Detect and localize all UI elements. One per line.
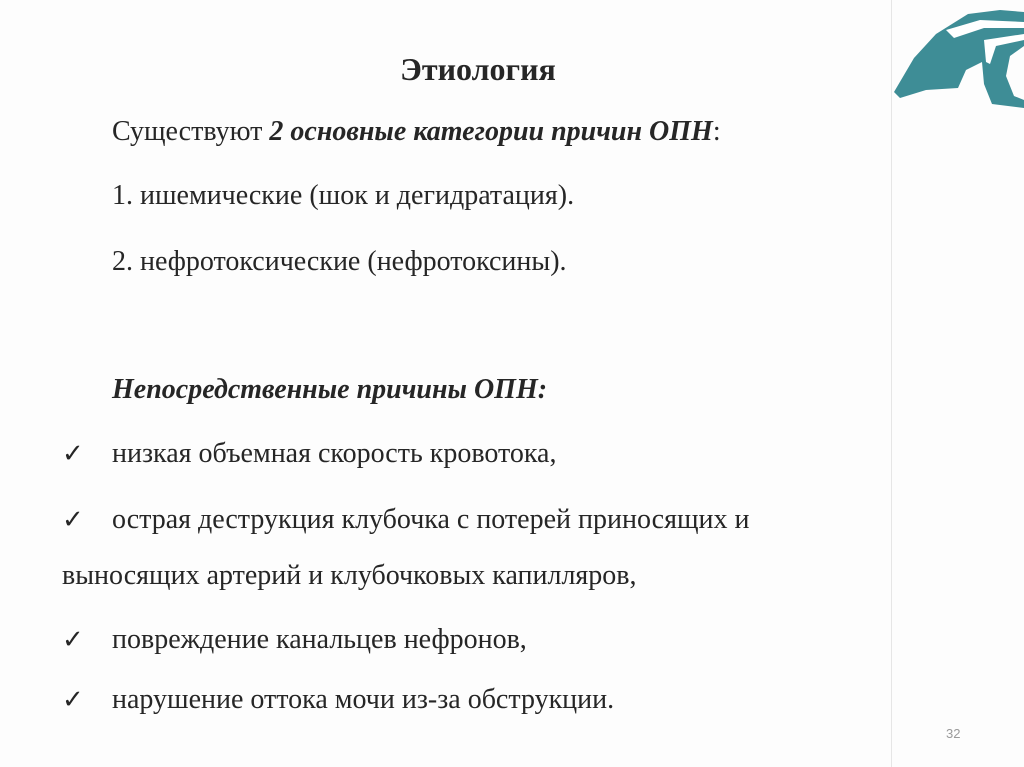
cause-item-glomerulus-destruction: острая деструкция клубочка с потерей приносящих и [112,504,750,535]
category-item-nephrotoxic: 2. нефротоксические (нефротоксины). [112,246,567,277]
checkmark-icon: ✓ [62,505,84,535]
intro-suffix: : [712,116,721,147]
logo-divider-line [891,0,892,767]
page-number: 32 [946,726,961,741]
checkmark-icon: ✓ [62,685,84,715]
cause-item-urine-obstruction: нарушение оттока мочи из-за обструкции. [112,684,615,715]
subheading-emphasis: Непосредственные причины ОПН [112,374,538,405]
subheading-line [112,372,547,408]
intro-emphasis: 2 основные категории причин ОПН [269,116,713,147]
category-item-ischemic: 1. ишемические (шок и дегидратация). [112,180,575,211]
subheading-suffix: : [537,374,548,405]
cause-item-glomerulus-destruction-continued: выносящих артерий и клубочковых капилляров, [62,560,637,591]
intro-line [112,114,721,150]
slide-title: Этиология [400,51,556,87]
checkmark-icon: ✓ [62,439,84,469]
cause-item-tubule-damage: повреждение канальцев нефронов, [112,624,527,655]
checkmark-icon: ✓ [62,625,84,655]
intro-prefix: Существуют [112,116,270,147]
cause-item-low-blood-flow: низкая объемная скорость кровотока, [112,438,557,469]
